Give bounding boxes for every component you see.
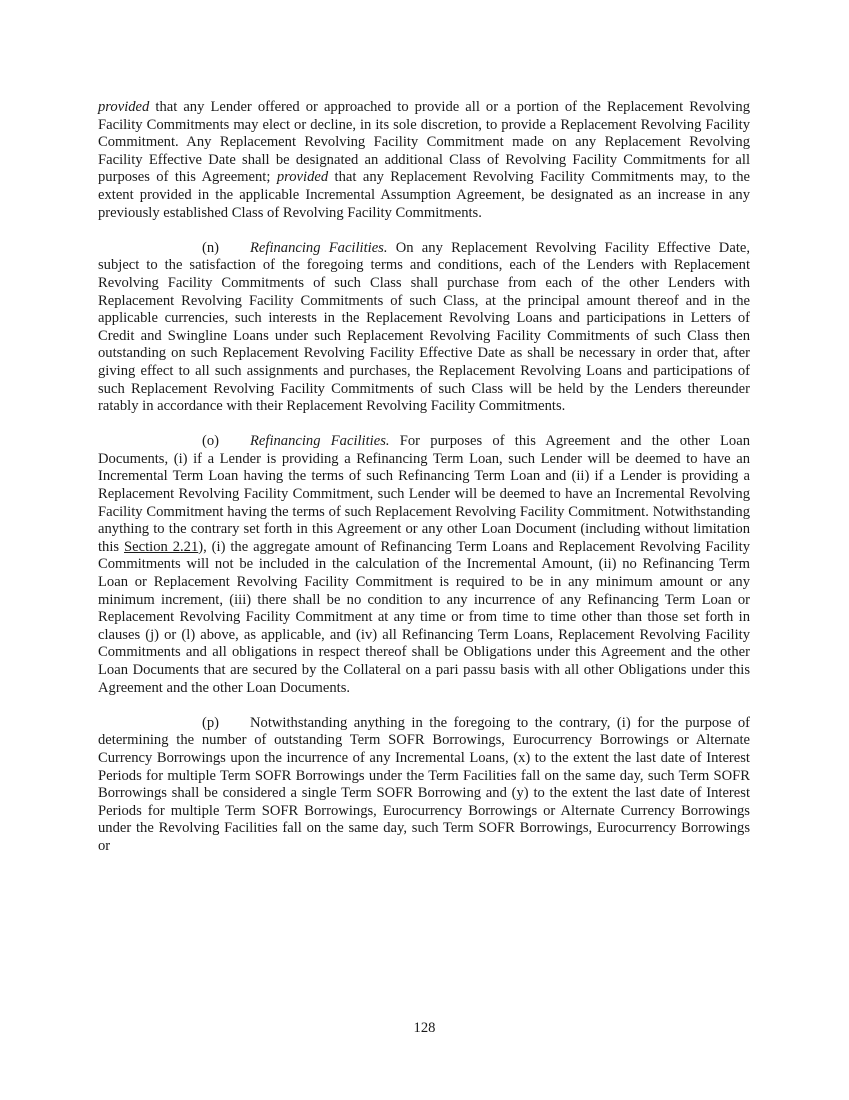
paragraph-text: that any Lender offered or approached to provide all or a portion of the Replacement Revolving Facility Commitments may elect or decline, in its sole discretion, to provide a Replacement Revolving Facility Commitment. Any Replacement Revolving Facility Commitment made on any Replacement Revolving Facility Effective Date shall be designated an additional Class of Revolving Facility Commitments for all purposes of this Agreement; <box>98 99 750 186</box>
document-page <box>98 99 750 873</box>
paragraph-text: For purposes of this Agreement and the other Loan Documents, (i) if a Lender is providing a Refinancing Term Loan, such Lender will be deemed to have an Incremental Term Loan having the terms of such Refinancing Term Loan and (ii) if a Lender is providing a Replacement Revolving Facility Commitment, such Lender will be deemed to have an Incremental Revolving Facility Commitment having the terms of such Replacement Revolving Facility Commitment. Notwithstanding anything to the contrary set forth in this Agreement or any other Loan Document (including without limitation this <box>98 433 750 555</box>
section-reference: Section 2.21 <box>124 538 199 555</box>
paragraph-text: that any Replacement Revolving Facility Commitments may, to the extent provided in the applicable Incremental Assumption Agreement, be designated as an increase in any previously established Class of Revolving Facility Commitments. <box>98 169 750 221</box>
paragraph-p <box>98 715 750 856</box>
clause-heading: Refinancing Facilities. <box>250 239 388 256</box>
clause-label: (n) <box>202 239 220 256</box>
clause-heading: Refinancing Facilities. <box>250 433 390 450</box>
proviso-term: provided <box>276 169 329 186</box>
paragraph-text: On any Replacement Revolving Facility Effective Date, subject to the satisfaction of the foregoing terms and conditions, each of the Lenders with Replacement Revolving Facility Commitments of such Class shall purchase from each of the other Lenders with Replacement Revolving Facility Commitments of such Class, at the principal amount thereof and in the applicable currencies, such interests in the Replacement Revolving Loans and participations in Letters of Credit and Swingline Loans under such Replacement Revolving Facility Commitments of such Class then outstanding on such Replacement Revolving Facility Effective Date as shall be necessary in order that, after giving effect to all such assignments and purchases, the Replacement Revolving Loans and participations of such Replacement Revolving Facility Commitments of such Class will be held by the Lenders thereunder ratably in accordance with their Replacement Revolving Facility Commitments. <box>98 239 750 415</box>
paragraph-continuation <box>98 99 750 222</box>
proviso-term: provided <box>98 99 150 115</box>
paragraph-text: Notwithstanding anything in the foregoing to the contrary, (i) for the purpose of determining the number of outstanding Term SOFR Borrowings, Eurocurrency Borrowings or Alternate Currency Borrowings upon the incurrence of any Incremental Loans, (x) to the extent the last date of Interest Periods for multiple Term SOFR Borrowings under the Term Facilities fall on the same day, such Term SOFR Borrowings shall be considered a single Term SOFR Borrowing and (y) to the extent the last date of Interest Periods for multiple Term SOFR Borrowings, Eurocurrency Borrowings or Alternate Currency Borrowings under the Revolving Facilities fall on the same day, such Term SOFR Borrowings, Eurocurrency Borrowings or <box>98 714 750 854</box>
paragraph-n <box>98 240 750 416</box>
paragraph-text: ), (i) the aggregate amount of Refinancing Term Loans and Replacement Revolving Facility Commitments will not be included in the calculation of the Incremental Amount, (ii) no Refinancing Term Loan or Replacement Revolving Facility Commitment is required to be in any minimum amount or any minimum increment, (iii) there shall be no condition to any incurrence of any Refinancing Term Loan or Replacement Revolving Facility Commitment at any time or from time to time other than those set forth in clauses (j) or (l) above, as applicable, and (iv) all Refinancing Term Loans, Replacement Revolving Facility Commitments and all obligations in respect thereof shall be Obligations under this Agreement and the other Loan Documents that are secured by the Collateral on a pari passu basis with all other Obligations under this Agreement and the other Loan Documents. <box>98 538 751 696</box>
clause-label: (o) <box>202 433 220 450</box>
page-number: 128 <box>413 1020 436 1036</box>
paragraph-o <box>98 433 750 697</box>
clause-label: (p) <box>202 714 220 731</box>
